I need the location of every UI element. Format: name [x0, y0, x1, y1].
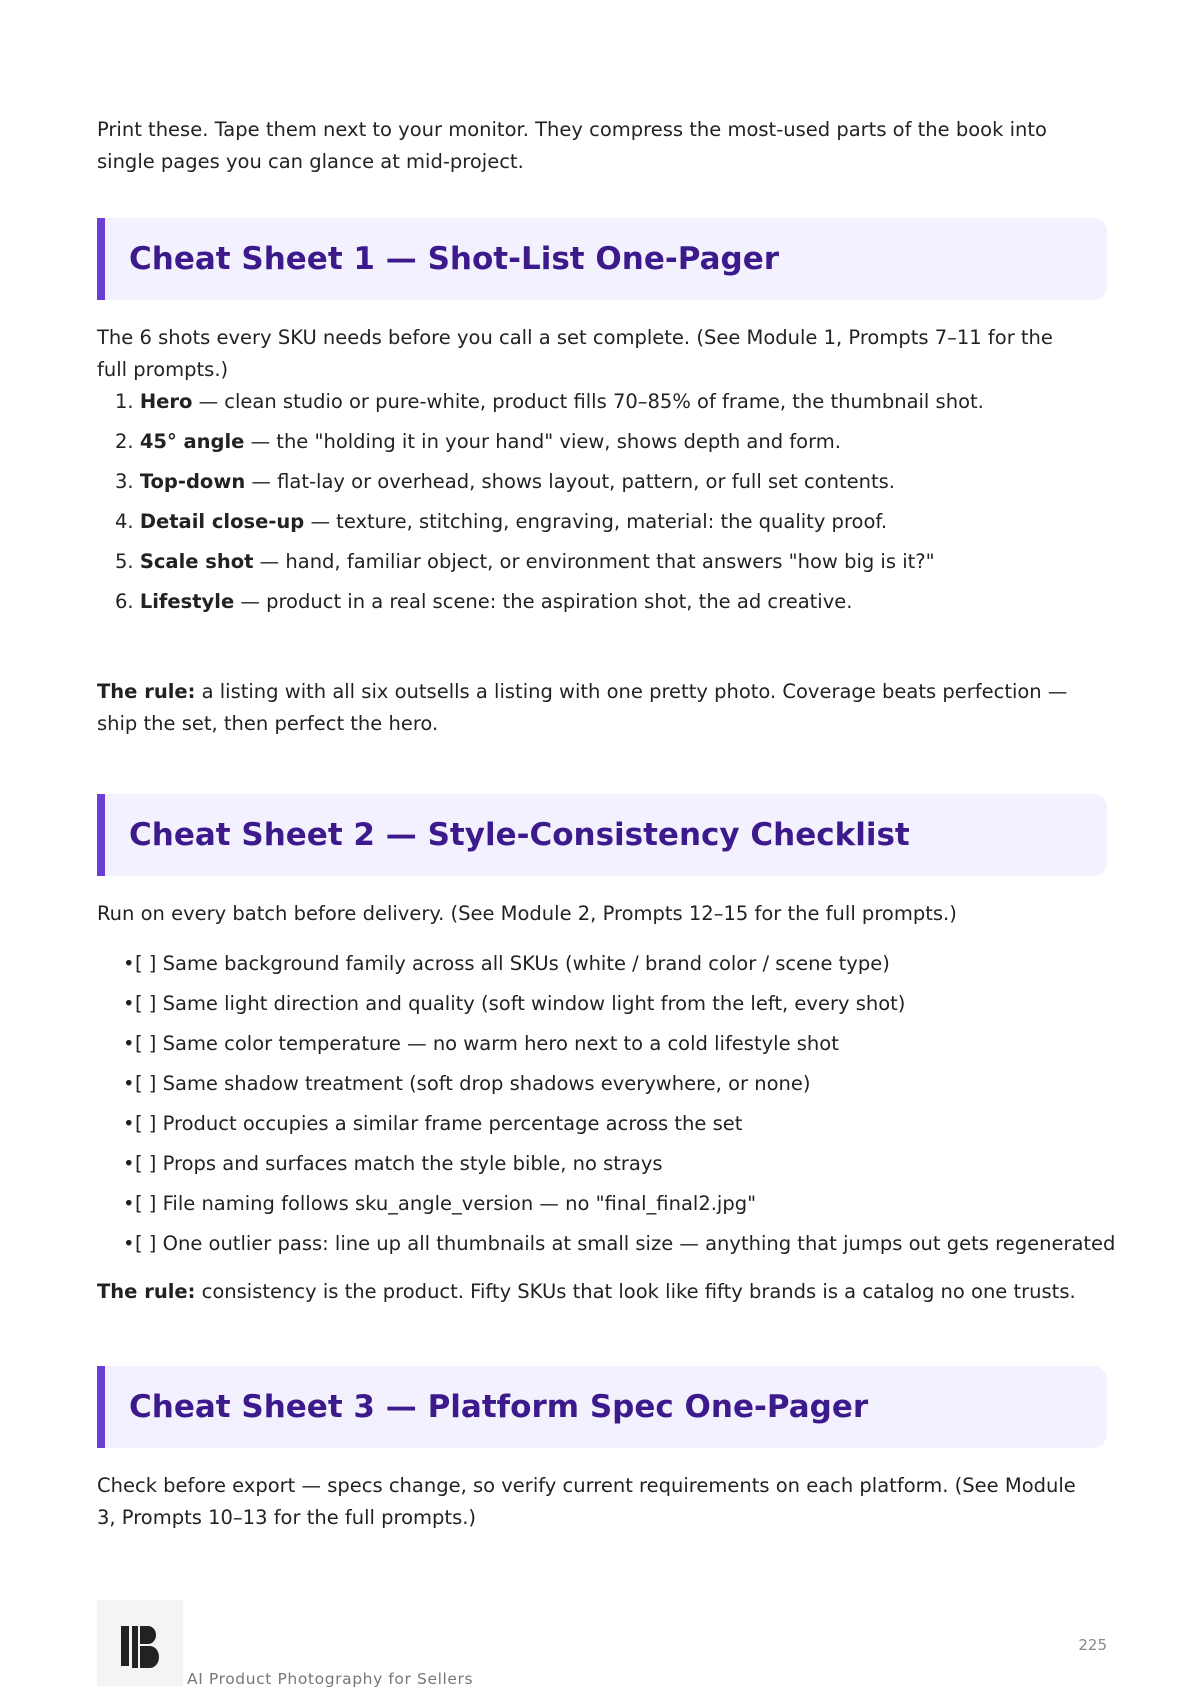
rule-label: The rule: [97, 1280, 196, 1303]
shot-name: Detail close-up [139, 510, 305, 533]
sheet2-header-banner [97, 794, 1107, 876]
publisher-logo-icon [97, 1600, 183, 1686]
sheet2-intro: Run on every batch before delivery. (See Module 2, Prompts 12–15 for the full prompts.) [97, 902, 957, 925]
checklist-item: •[ ] Same color temperature — no warm hero next to a cold lifestyle shot [123, 1032, 839, 1055]
shot-name: Scale shot [139, 550, 254, 573]
checklist-item: •[ ] Same light direction and quality (soft window light from the left, every shot) [123, 992, 906, 1015]
shot-name: Lifestyle [139, 590, 235, 613]
sheet1-intro: The 6 shots every SKU needs before you call a set complete. (See Module 1, Prompts 7–11 for the full prompts.) [97, 326, 1053, 381]
list-item: 3. Top-down — flat-lay or overhead, shows layout, pattern, or full set contents. [115, 470, 895, 493]
shot-list [97, 382, 984, 622]
sheet1-title: Cheat Sheet 1 — Shot-List One-Pager [129, 241, 780, 277]
list-item: 2. 45° angle — the "holding it in your hand" view, shows depth and form. [115, 430, 841, 453]
checklist-item: •[ ] Same shadow treatment (soft drop shadows everywhere, or none) [123, 1072, 811, 1095]
sheet3-header-banner [97, 1366, 1107, 1448]
sheet3-title: Cheat Sheet 3 — Platform Spec One-Pager [129, 1389, 869, 1425]
sheet2-rule: The rule: consistency is the product. Fifty SKUs that look like fifty brands is a catalog no one trusts. [97, 1280, 1076, 1303]
list-item: 4. Detail close-up — texture, stitching, engraving, material: the quality proof. [115, 510, 888, 533]
checklist-item: •[ ] Props and surfaces match the style bible, no strays [123, 1152, 663, 1175]
checklist-item: •[ ] File naming follows sku_angle_version — no "final_final2.jpg" [123, 1192, 757, 1215]
book-title-footer: AI Product Photography for Sellers [187, 1670, 474, 1688]
shot-name: 45° angle [139, 430, 245, 453]
sheet3-intro: Check before export — specs change, so verify current requirements on each platform. (See Module 3, Prompts 10–13 for the full prompts.) [97, 1474, 1076, 1529]
sheet2-title: Cheat Sheet 2 — Style-Consistency Checklist [129, 817, 910, 853]
shot-name: Top-down [139, 470, 246, 493]
sheet1-header-banner [97, 218, 1107, 300]
list-item: 6. Lifestyle — product in a real scene: the aspiration shot, the ad creative. [115, 590, 853, 613]
list-item: 1. Hero — clean studio or pure-white, product fills 70–85% of frame, the thumbnail shot. [115, 390, 984, 413]
page-number: 225 [1078, 1636, 1107, 1654]
intro-paragraph: Print these. Tape them next to your monitor. They compress the most-used parts of the book into single pages you can glance at mid-project. [97, 118, 1047, 173]
sheet1-rule: The rule: a listing with all six outsells a listing with one pretty photo. Coverage beats perfection — ship the set, then perfect the hero. [97, 680, 1068, 735]
rule-label: The rule: [97, 680, 196, 703]
checklist-item: •[ ] Same background family across all SKUs (white / brand color / scene type) [123, 952, 890, 975]
list-item: 5. Scale shot — hand, familiar object, or environment that answers "how big is it?" [115, 550, 935, 573]
shot-name: Hero [139, 390, 193, 413]
checklist-item: •[ ] One outlier pass: line up all thumbnails at small size — anything that jumps out gets regenerated [123, 1232, 1116, 1255]
checklist-item: •[ ] Product occupies a similar frame percentage across the set [123, 1112, 743, 1135]
style-checklist [97, 944, 1115, 1264]
